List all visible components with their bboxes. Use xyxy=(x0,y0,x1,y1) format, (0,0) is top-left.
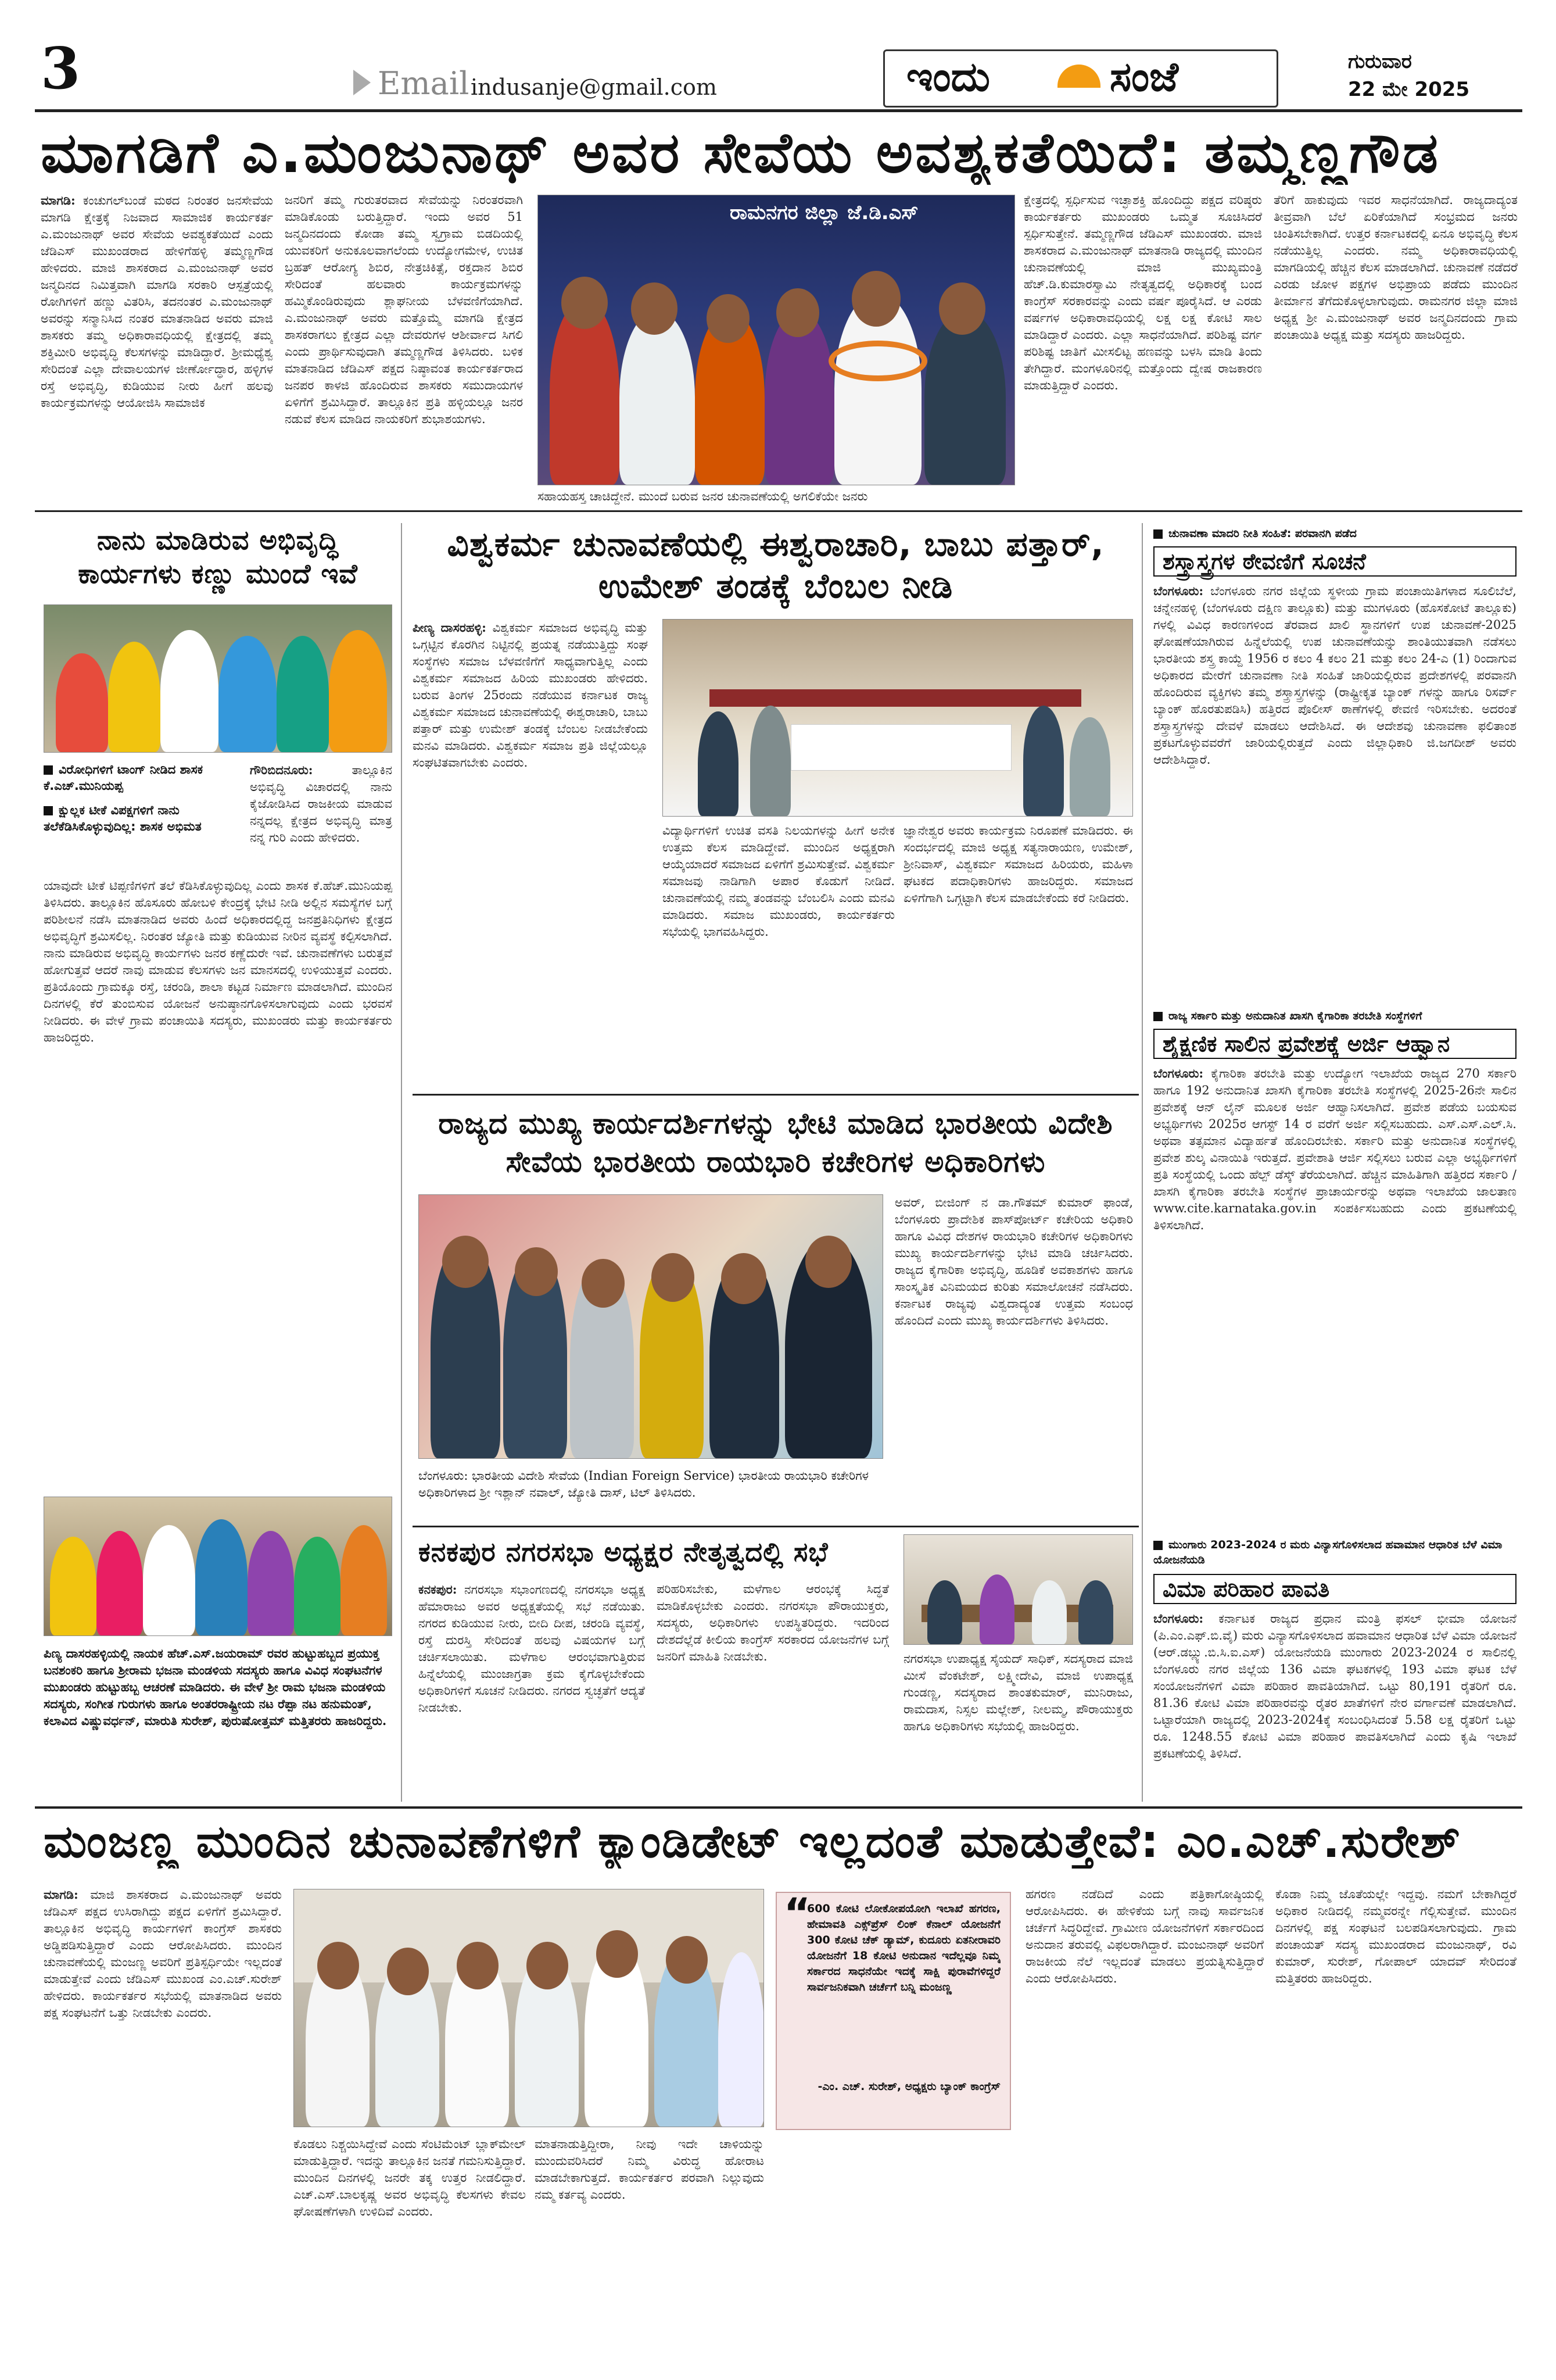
story9-col4: ಹಗರಣ ನಡೆದಿದೆ ಎಂದು ಪತ್ರಿಕಾಗೋಷ್ಠಿಯಲ್ಲಿ ಆರೋಪಿಸಿದರು. ಈ ಹೇಳಿಕೆಯ ಬಗ್ಗೆ ನಾವು ಸಾರ್ವಜನಿಕ ಚರ್ಚೆಗೆ ಸಿದ್ಧರಿದ್ದೇವೆ. ಗ್ರಾಮೀಣ ಯೋಜನೆಗಳಿಗೆ ಸರ್ಕಾರದಿಂದ ಅನುದಾನ ತರುವಲ್ಲಿ ವಿಫಲರಾಗಿದ್ದಾರೆ. ಮಂಜುನಾಥ್ ಅವರಿಗೆ ರಾಜಕೀಯ ನೆಲೆ ಇಲ್ಲದಂತೆ ಮಾಡಲು ಪ್ರಯತ್ನಿಸುತ್ತಿದ್ದಾರೆ ಎಂದು ಆರೋಪಿಸಿದರು. xyxy=(1026,1887,1264,1985)
story2-bullet-2: ಕ್ಷುಲ್ಲಕ ಟೀಕೆ ವಿಪಕ್ಷಗಳಿಗೆ ನಾನು ತಲೆಕೆಡಿಸಿಕೊಳ್ಳುವುದಿಲ್ಲ: ಶಾಸಕ ಅಭಿಮತ xyxy=(44,803,202,833)
story3-bottom-rule xyxy=(413,1094,1139,1096)
headline-story2: ನಾನು ಮಾಡಿರುವ ಅಭಿವೃದ್ಧಿ ಕಾರ್ಯಗಳು ಕಣ್ಣು ಮುಂದೆ ಇವೆ xyxy=(78,524,358,589)
story2-photo-top xyxy=(44,604,392,753)
story2-lead: ಗೌರಿಬಿದನೂರು: ತಾಲ್ಲೂಕಿನ ಅಭಿವೃದ್ಧಿ ವಿಚಾರದಲ್ಲಿ ನಾನು ಕೈಜೋಡಿಸಿದ ರಾಜಕೀಯ ಮಾಡುವ ನನ್ನದಲ್ಲ ಕ್ಷೇತ್ರದ ಅಭಿವೃದ್ಧಿ ಮಾತ್ರ ನನ್ನ ಗುರಿ ಎಂದು ಹೇಳಿದರು. xyxy=(250,763,392,844)
story2-photo-bottom xyxy=(44,1497,392,1636)
story6-body: ಬೆಂಗಳೂರು: ಬೆಂಗಳೂರು ನಗರ ಜಿಲ್ಲೆಯ ಸ್ಥಳೀಯ ಗ್ರಾಮ ಪಂಚಾಯಿತಿಗಳಾದ ಸೂಲಿಬೆಲೆ, ಚನ್ನೇನಹಳ್ಳಿ (ಬೆಂಗಳೂರು ದಕ್ಷಿಣ ತಾಲ್ಲೂಕು) ಮತ್ತು ಮುಗಳೂರು (ಹೊಸಕೋಟೆ ತಾಲ್ಲೂಕು) ಗಳಲ್ಲಿ ವಿವಿಧ ಕಾರಣಗಳಿಂದ ತೆರವಾದ ಖಾಲಿ ಸ್ಥಾನಗಳಿಗೆ ಉಪ ಚುನಾವಣೆ-2025 ಘೋಷಣೆಯಾಗಿರುವ ಹಿನ್ನೆಲೆಯಲ್ಲಿ ಉಪ ಚುನಾವಣೆಯನ್ನು ಶಾಂತಿಯುತವಾಗಿ ನಡೆಸಲು ಭಾರತೀಯ ಶಸ್ತ್ರ ಕಾಯ್ದೆ 1956 ರ ಕಲಂ 4 ಕಲಂ 21 ಮತ್ತು ಕಲಂ 24-ಎ (1) ರಿಂದಾಗುವ ಅಧಿಕಾರದ ಮೇರೆಗೆ ಚುನಾವಣಾ ನೀತಿ ಸಂಹಿತೆ ಜಾರಿಯಲ್ಲಿರುವ ಪ್ರದೇಶಗಳಲ್ಲಿ ಪರವಾನಗಿ ಹೊಂದಿರುವ ವ್ಯಕ್ತಿಗಳು ತಮ್ಮ ಶಸ್ತ್ರಾಸ್ತ್ರಗಳನ್ನು (ರಾಷ್ಟ್ರೀಕೃತ ಬ್ಯಾಂಕ್ ಗಳನ್ನು ಹಾಗೂ ರಿಸರ್ವ್ ಬ್ಯಾಂಕ್ ಹೊರತುಪಡಿಸಿ) ಹತ್ತಿರದ ಪೊಲೀಸ್ ಠಾಣೆಗಳಲ್ಲಿ ಠೇವಣಿ ಇರಿಸಬೇಕು. ಅದರಂತೆ ಶಸ್ತ್ರಾಸ್ತ್ರಗಳನ್ನು ದೇವಳೆ ಮಾಡಲು ಆದೇಶಿಸಿದೆ. ಈ ಆದೇಶವು ಚುನಾವಣಾ ಫಲಿತಾಂಶ ಪ್ರಕಟಗೊಳ್ಳುವವರೆಗೆ ಜಾರಿಯಲ್ಲಿರುತ್ತದೆ ಎಂದು ಜಿಲ್ಲಾಧಿಕಾರಿ ಜಿ.ಜಗದೀಶ್ ಅವರು ಆದೇಶಿಸಿದ್ದಾರೆ. xyxy=(1153,584,1516,767)
story8-section: ಮುಂಗಾರು 2023-2024 ರ ಮರು ವಿನ್ಯಾಸಗೊಳಿಸಲಾದ ಹವಾಮಾನ ಆಧಾರಿತ ಬೆಳೆ ವಿಮಾ ಯೋಜನೆಯಡಿ xyxy=(1153,1538,1503,1566)
story1-photo-strip: ಸಹಾಯಹಸ್ತ ಚಾಚಿದ್ದೇನೆ. ಮುಂದೆ ಬರುವ ಜನರ ಚುನಾವಣೆಯಲ್ಲಿ ಅಗಲಿಕೆಯೇ ಜನರು xyxy=(537,489,868,503)
story5-photo xyxy=(904,1534,1133,1645)
story3-col2: ವಿದ್ಯಾರ್ಥಿಗಳಿಗೆ ಉಚಿತ ವಸತಿ ನಿಲಯಗಳನ್ನು ಹೀಗೆ ಅನೇಕ ಉತ್ತಮ ಕೆಲಸ ಮಾಡಿದ್ದೇವೆ. ಮುಂದಿನ ಅಧ್ಯಕ್ಷರಾಗಿ ಆಯ್ಕೆಯಾದರೆ ಸಮಾಜದ ಏಳಿಗೆಗೆ ಶ್ರಮಿಸುತ್ತೇವೆ. ವಿಶ್ವಕರ್ಮ ಸಮಾಜವು ನಾಡಿಗಾಗಿ ಅಪಾರ ಕೊಡುಗೆ ನೀಡಿದೆ. ಚುನಾವಣೆಯಲ್ಲಿ ನಮ್ಮ ತಂಡವನ್ನು ಬೆಂಬಲಿಸಿ ಎಂದು ಮನವಿ ಮಾಡಿದರು. ಸಮಾಜ ಮುಖಂಡರು, ಕಾರ್ಯಕರ್ತರು ಸಭೆಯಲ್ಲಿ ಭಾಗವಹಿಸಿದ್ದರು. xyxy=(662,824,895,939)
bullet-icon xyxy=(1153,1012,1163,1021)
story7-section: ರಾಜ್ಯ ಸರ್ಕಾರಿ ಮತ್ತು ಅನುದಾನಿತ ಖಾಸಗಿ ಕೈಗಾರಿಕಾ ತರಬೇತಿ ಸಂಸ್ಥೆಗಳಿಗೆ xyxy=(1153,1008,1516,1023)
story4-bottom-rule xyxy=(413,1526,1139,1527)
headline-story3: ವಿಶ್ವಕರ್ಮ ಚುನಾವಣೆಯಲ್ಲಿ ಈಶ್ವರಾಚಾರಿ, ಬಾಬು ಪತ್ತಾರ್, ಉಮೇಶ್ ತಂಡಕ್ಕೆ ಬೆಂಬಲ ನೀಡಿ xyxy=(447,524,1105,606)
col-divider-right xyxy=(1142,523,1143,1802)
story5-col1: ಕನಕಪುರ: ನಗರಸಭಾ ಸಭಾಂಗಣದಲ್ಲಿ ನಗರಸಭಾ ಅಧ್ಯಕ್ಷ ಹೆಮಾರಾಜು ಅವರ ಅಧ್ಯಕ್ಷತೆಯಲ್ಲಿ ಸಭೆ ನಡೆಯಿತು. ನಗರದ ಕುಡಿಯುವ ನೀರು, ಬೀದಿ ದೀಪ, ಚರಂಡಿ ವ್ಯವಸ್ಥೆ, ರಸ್ತೆ ದುರಸ್ತಿ ಸೇರಿದಂತೆ ಹಲವು ವಿಷಯಗಳ ಬಗ್ಗೆ ಚರ್ಚಿಸಲಾಯಿತು. ಮಳೆಗಾಲ ಆರಂಭವಾಗುತ್ತಿರುವ ಹಿನ್ನೆಲೆಯಲ್ಲಿ ಮುಂಜಾಗ್ರತಾ ಕ್ರಮ ಕೈಗೊಳ್ಳಬೇಕೆಂದು ಅಧಿಕಾರಿಗಳಿಗೆ ಸೂಚನೆ ನೀಡಿದರು. ನಗರದ ಸ್ವಚ್ಛತೆಗೆ ಆದ್ಯತೆ ನೀಡಬೇಕು. xyxy=(418,1582,645,1715)
story9-col2: ಕೊಡಲು ನಿಶ್ಚಯಿಸಿದ್ದೇವೆ ಎಂದು ಸೆಂಟಿಮೆಂಟ್ ಬ್ಲಾಕ್‍ಮೇಲ್ ಮಾಡುತ್ತಿದ್ದಾರೆ. ಇದನ್ನು ತಾಲ್ಲೂಕಿನ ಜನತೆ ಗಮನಿಸುತ್ತಿದ್ದಾರೆ. ಮುಂದಿನ ದಿನಗಳಲ್ಲಿ ಜನರೇ ತಕ್ಕ ಉತ್ತರ ನೀಡಲಿದ್ದಾರೆ. ಎಚ್.ಎಸ್.ಬಾಲಕೃಷ್ಣ ಅವರ ಅಭಿವೃದ್ಧಿ ಕೆಲಸಗಳು ಕೇವಲ ಘೋಷಣೆಗಳಾಗಿ ಉಳಿದಿವೆ ಎಂದರು. xyxy=(293,2137,526,2218)
story1-dateline: ಮಾಗಡಿ: xyxy=(41,193,76,207)
masthead xyxy=(0,0,1556,105)
bullet-icon xyxy=(1153,1541,1163,1550)
story5-col3: ನಗರಸಭಾ ಉಪಾಧ್ಯಕ್ಷ ಸೈಯದ್ ಸಾಧಿಕ್, ಸದಸ್ಯರಾದ ಮಾಜಿ ಮೀಸೆ ವೆಂಕಟೇಶ್, ಲಕ್ಷ್ಮೀದೇವಿ, ಮಾಜಿ ಉಪಾಧ್ಯಕ್ಷ ಗುಂಡಣ್ಣ, ಸದಸ್ಯರಾದ ಶಾಂತಕುಮಾರ್, ಮುನಿರಾಜು, ರಾಮದಾಸ, ನಿಸ್ಸಲ ಮಲ್ಲೇಶ್, ನೀಲಮ್ಮ, ಪೌರಾಯುಕ್ತರು ಹಾಗೂ ಅಧಿಕಾರಿಗಳು ಸಭೆಯಲ್ಲಿ ಹಾಜರಿದ್ದರು. xyxy=(904,1652,1133,1733)
bullet-icon xyxy=(1153,529,1163,539)
logo-text-left: ಇಂದು xyxy=(906,53,990,101)
story1-col1: ಮಾಗಡಿ: ಕಂಚುಗಲ್‍ಬಂಡೆ ಮಠದ ನಿರಂತರ ಜನಸೇವೆಯ ಮಾಗಡಿ ಕ್ಷೇತ್ರಕ್ಕೆ ನಿಜವಾದ ಸಾಮಾಜಿಕ ಕಾರ್ಯಕರ್ತ ಎ.ಮಂಜುನಾಥ್ ಅವರ ಸೇವೆಯ ಅವಶ್ಯಕತೆಯಿದೆ ಎಂದು ಜೆಡಿಎಸ್ ಮುಖಂಡರಾದ ಹೇಳಿಗೆಹಳ್ಳಿ ತಮ್ಮಣ್ಣಗೌಡ ಹೇಳಿದರು. ಮಾಜಿ ಶಾಸಕರಾದ ಎ.ಮಂಜುನಾಥ್ ಅವರ ಜನ್ಮದಿನದ ನಿಮಿತ್ತವಾಗಿ ಮಾಗಡಿ ಸರಕಾರಿ ಆಸ್ಪತ್ರೆಯಲ್ಲಿ ರೋಗಿಗಳಿಗೆ ಹಣ್ಣು ವಿತರಿಸಿ, ತದನಂತರ ಎ.ಮಂಜುನಾಥ್ ಅವರನ್ನು ಸನ್ಮಾನಿಸಿದ ನಂತರ ಮಾತನಾಡಿದ ಅವರು ಮಾಜಿ ಶಾಸಕರು ತಮ್ಮ ಅಧಿಕಾರಾವಧಿಯಲ್ಲಿ ಕ್ಷೇತ್ರದಲ್ಲಿ ತಮ್ಮ ಶಕ್ತಿಮೀರಿ ಅಭಿವೃದ್ಧಿ ಕೆಲಸಗಳನ್ನು ಮಾಡಿದ್ದಾರೆ. ಶ್ರೀಮಧ್ಯೆಶ್ವ ಸೇರಿದಂತೆ ಎಲ್ಲಾ ದೇವಾಲಯಗಳ ಜೀರ್ಣೋದ್ಧಾರ, ಹಳ್ಳಿಗಳ ರಸ್ತೆ ಅಭಿವೃದ್ಧಿ, ಕುಡಿಯುವ ನೀರು ಹೀಗೆ ಹಲವು ಕಾರ್ಯಕ್ರಮಗಳನ್ನು ಆಯೋಜಿಸಿ ಸಾಮಾಜಿಕ xyxy=(41,193,273,410)
story9-quote: 600 ಕೋಟಿ ಲೋಕೋಪಯೋಗಿ ಇಲಾಖೆ ಹಗರಣ, ಹೇಮಾವತಿ ಎಕ್ಸ್‌ಪ್ರೆಸ್ ಲಿಂಕ್ ಕೆನಾಲ್ ಯೋಜನೆಗೆ 300 ಕೋಟಿ ಚೆಕ್ ಡ್ಯಾಮ್, ಕುದೂರು ಏತನೀರಾವರಿ ಯೋಜನೆಗೆ 18 ಕೋಟಿ ಅನುದಾನ ಇದೆಲ್ಲವೂ ನಿಮ್ಮ ಸರ್ಕಾರದ ಸಾಧನೆಯೇ ಇದಕ್ಕೆ ಸಾಕ್ಷಿ ಪುರಾವೆಗಳಿದ್ದರೆ ಸಾರ್ವಜನಿಕವಾಗಿ ಚರ್ಚೆಗೆ ಬನ್ನಿ ಮಂಜಣ್ಣ xyxy=(807,1902,1001,1994)
story9-quote-by: -ಎಂ. ಎಚ್. ಸುರೇಶ್, ಅಧ್ಯಕ್ಷರು ಬ್ಯಾಂಕ್ ಕಾಂಗ್ರೆಸ್ xyxy=(818,2080,1001,2093)
headline-story1: ಮಾಗಡಿಗೆ ಎ.ಮಂಜುನಾಥ್ ಅವರ ಸೇವೆಯ ಅವಶ್ಯಕತೆಯಿದೆ: ತಮ್ಮಣ್ಣಗೌಡ xyxy=(41,121,1440,185)
story9-col3: ಮಾತನಾಡುತ್ತಿದ್ದೀರಾ, ನೀವು ಇದೇ ಚಾಳಿಯನ್ನು ಮುಂದುವರಿಸಿದರೆ ನಿಮ್ಮ ವಿರುದ್ಧ ಹೋರಾಟ ಮಾಡಬೇಕಾಗುತ್ತದೆ. ಕಾರ್ಯಕರ್ತರ ಪರವಾಗಿ ನಿಲ್ಲುವುದು ನಮ್ಮ ಕರ್ತವ್ಯ ಎಂದರು. xyxy=(535,2137,764,2202)
headline-story5: ಕನಕಪುರ ನಗರಸಭಾ ಅಧ್ಯಕ್ಷರ ನೇತೃತ್ವದಲ್ಲಿ ಸಭೆ xyxy=(418,1536,829,1567)
headline-story9: ಮಂಜಣ್ಣ ಮುಂದಿನ ಚುನಾವಣೆಗಳಿಗೆ ಕ್ಯಾಂಡಿಡೇಟ್ ಇಲ್ಲದಂತೆ ಮಾಡುತ್ತೇವೆ: ಎಂ.ಎಚ್.ಸುರೇಶ್ xyxy=(44,1816,1461,1868)
bullet-icon xyxy=(44,765,53,775)
story3-col1: ಪೀಣ್ಯ ದಾಸರಹಳ್ಳಿ: ವಿಶ್ವಕರ್ಮ ಸಮಾಜದ ಅಭಿವೃದ್ಧಿ ಮತ್ತು ಒಗ್ಗಟ್ಟಿನ ಕೊರಗಿನ ನಿಟ್ಟಿನಲ್ಲಿ ಪ್ರಯತ್ನ ನಡೆಯುತ್ತಿದ್ದು ಸಂಘ ಸಂಸ್ಥೆಗಳು ಸಮಾಜ ಬೆಳವಣಿಗೆಗೆ ಸಾಧ್ಯವಾಗುತ್ತಿಲ್ಲ ಎಂದು ವಿಶ್ವಕರ್ಮ ಸಮಾಜದ ಹಿರಿಯ ಮುಖಂಡರು ಹೇಳಿದರು. ಬರುವ ತಿಂಗಳ 25ರಂದು ನಡೆಯುವ ಕರ್ನಾಟಕ ರಾಜ್ಯ ವಿಶ್ವಕರ್ಮ ಸಮಾಜದ ಚುನಾವಣೆಯಲ್ಲಿ ಈಶ್ವರಾಚಾರಿ, ಬಾಬು ಪತ್ತಾರ್ ಮತ್ತು ಉಮೇಶ್ ತಂಡಕ್ಕೆ ಬೆಂಬಲ ನೀಡಬೇಕೆಂದು ಮನವಿ ಮಾಡಿದರು. ವಿಶ್ವಕರ್ಮ ಸಮಾಜ ಪ್ರತಿ ಜಿಲ್ಲೆಯಲ್ಲೂ ಸಂಘಟಿತವಾಗಬೇಕು ಎಂದರು. xyxy=(413,620,648,770)
story2-body: ಯಾವುದೇ ಟೀಕೆ ಟಿಪ್ಪಣಿಗಳಿಗೆ ತಲೆ ಕೆಡಿಸಿಕೊಳ್ಳುವುದಿಲ್ಲ ಎಂದು ಶಾಸಕ ಕೆ.ಹೆಚ್.ಮುನಿಯಪ್ಪ ತಿಳಿಸಿದರು. ತಾಲ್ಲೂಕಿನ ಹೊಸೂರು ಹೋಬಳಿ ಕೇಂದ್ರಕ್ಕೆ ಭೇಟಿ ನೀಡಿ ಅಲ್ಲಿನ ಸಮಸ್ಯೆಗಳ ಬಗ್ಗೆ ಪರಿಶೀಲನೆ ನಡೆಸಿ ಮಾತನಾಡಿದ ಅವರು ಹಿಂದೆ ಅಧಿಕಾರದಲ್ಲಿದ್ದ ಜನಪ್ರತಿನಿಧಿಗಳು ಕ್ಷೇತ್ರದ ಅಭಿವೃದ್ಧಿಗೆ ಶ್ರಮಿಸಲಿಲ್ಲ. ನಿರಂತರ ಜ್ಯೋತಿ ಮತ್ತು ಕುಡಿಯುವ ನೀರಿನ ವ್ಯವಸ್ಥೆ ಕಲ್ಪಿಸಲಾಗಿದೆ. ನಾನು ಮಾಡಿರುವ ಅಭಿವೃದ್ಧಿ ಕಾರ್ಯಗಳು ಜನರ ಕಣ್ಣೆದುರೇ ಇವೆ. ಚುನಾವಣೆಗಳು ಬರುತ್ತವೆ ಹೋಗುತ್ತವೆ ಆದರೆ ನಾವು ಮಾಡುವ ಕೆಲಸಗಳು ಜನ ಮಾನಸದಲ್ಲಿ ಉಳಿಯುತ್ತವೆ ಎಂದರು. ಪ್ರತಿಯೊಂದು ಗ್ರಾಮಕ್ಕೂ ರಸ್ತೆ, ಚರಂಡಿ, ಶಾಲಾ ಕಟ್ಟಡ ನಿರ್ಮಾಣ ಮಾಡಲಾಗಿದೆ. ಮುಂದಿನ ದಿನಗಳಲ್ಲಿ ಕೆರೆ ತುಂಬಿಸುವ ಯೋಜನೆ ಅನುಷ್ಠಾನಗೊಳಿಸಲಾಗುವುದು ಎಂದು ಭರವಸೆ ನೀಡಿದರು. ಈ ವೇಳೆ ಗ್ರಾಮ ಪಂಚಾಯಿತಿ ಸದಸ್ಯರು, ಮುಖಂಡರು ಮತ್ತು ಕಾರ್ಯಕರ್ತರು ಹಾಜರಿದ್ದರು. xyxy=(44,879,392,1044)
story1-bottom-rule xyxy=(35,510,1522,512)
story4-photo xyxy=(418,1194,883,1459)
story5-col2: ಪರಿಹರಿಸಬೇಕು, ಮಳೆಗಾಲ ಆರಂಭಕ್ಕೆ ಸಿದ್ಧತೆ ಮಾಡಿಕೊಳ್ಳಬೇಕು ಎಂದರು. ನಗರಸಭಾ ಪೌರಾಯುಕ್ತರು, ಸದಸ್ಯರು, ಅಧಿಕಾರಿಗಳು ಉಪಸ್ಥಿತರಿದ್ದರು. ಇದರಿಂದ ದೇಶದೆಲ್ಲೆಡೆ ಕೀಲಿಯ ಕಾಂಗ್ರೆಸ್ ಸರಕಾರದ ಯೋಜನೆಗಳ ಬಗ್ಗೆ ಜನರಿಗೆ ಮಾಹಿತಿ ನೀಡಬೇಕು. xyxy=(657,1582,889,1663)
story1-col2: ಜನರಿಗೆ ತಮ್ಮ ಗುರುತರವಾದ ಸೇವೆಯನ್ನು ನಿರಂತರವಾಗಿ ಮಾಡಿಕೊಂಡು ಬರುತ್ತಿದ್ದಾರೆ. ಇಂದು ಅವರ 51 ಜನ್ಮದಿನದಂದು ಕೋಡಾ ತಮ್ಮ ಸ್ವಗ್ರಾಮ ಬಿಡದಿಯಲ್ಲಿ ಯುವಕರಿಗೆ ಅನುಕೂಲವಾಗಲೆಂದು ಉದ್ಯೋಗಮೇಳ, ಉಚಿತ ಬ್ರಹತ್ ಆರೋಗ್ಯ ಶಿಬಿರ, ನೇತ್ರಚಿಕಿತ್ಸೆ, ರಕ್ತದಾನ ಶಿಬಿರ ಸೇರಿದಂತೆ ಹಲವಾರು ಕಾರ್ಯಕ್ರಮಗಳನ್ನು ಹಮ್ಮಿಕೊಂಡಿರುವುದು ಶ್ಲಾಘನೀಯ ಬೆಳವಣಿಗೆಯಾಗಿದೆ. ಎ.ಮಂಜುನಾಥ್ ಅವರು ಮತ್ತೊಮ್ಮೆ ಮಾಗಡಿ ಕ್ಷೇತ್ರದ ಶಾಸಕರಾಗಲು ಕ್ಷೇತ್ರದ ಎಲ್ಲಾ ದೇವರುಗಳ ಆಶೀರ್ವಾದ ಸಿಗಲಿ ಎಂದು ಪ್ರಾರ್ಥಿಸುವುದಾಗಿ ತಮ್ಮಣ್ಣಗೌಡ ತಿಳಿಸಿದರು. ಬಳಿಕ ಮಾತನಾಡಿದ ಜೆಡಿಎಸ್ ಪಕ್ಷದ ನಿಷ್ಠಾವಂತ ಕಾರ್ಯಕರ್ತರಾದ ಜನಪರ ಕಾಳಜಿ ಹೊಂದಿರುವ ಶಾಸಕರು ಸಮುದಾಯಗಳ ಏಳಿಗೆಗೆ ಶ್ರಮಿಸಿದ್ದಾರೆ. ತಾಲ್ಲೂಕಿನ ಪ್ರತಿ ಹಳ್ಳಿಯಲ್ಲೂ ಜನರ ನಡುವೆ ಕೆಲಸ ಮಾಡಿದ ನಾಯಕರಿಗೆ ಶುಭಾಶಯಗಳು. xyxy=(285,193,523,426)
story8-headline-box xyxy=(1153,1574,1516,1604)
story3-col3: ಜ್ಞಾನೇಶ್ವರ ಅವರು ಕಾರ್ಯಕ್ರಮ ನಿರೂಪಣೆ ಮಾಡಿದರು. ಈ ಸಂದರ್ಭದಲ್ಲಿ ಮಾಜಿ ಅಧ್ಯಕ್ಷ ಸತ್ಯನಾರಾಯಣ, ಉಮೇಶ್, ಶ್ರೀನಿವಾಸ್, ವಿಶ್ವಕರ್ಮ ಸಮಾಜದ ಹಿರಿಯರು, ಮಹಿಳಾ ಘಟಕದ ಪದಾಧಿಕಾರಿಗಳು ಹಾಜರಿದ್ದರು. ಸಮಾಜದ ಏಳಿಗೆಗಾಗಿ ಒಗ್ಗಟ್ಟಾಗಿ ಕೆಲಸ ಮಾಡಬೇಕೆಂದು ಕರೆ ನೀಡಿದರು. xyxy=(904,824,1133,905)
story4-caption: ಬೆಂಗಳೂರು: ಭಾರತೀಯ ವಿದೇಶಿ ಸೇವೆಯ (Indian Foreign Service) ಭಾರತೀಯ ರಾಯಭಾರಿ ಕಚೇರಿಗಳ ಅಧಿಕಾರಿಗಳಾದ ಶ್ರೀ ಇಶ್ಲಾನ್ ನವಾಲ್, ಜ್ಯೋತಿ ದಾಸ್, ಟಿಲ್ ತಿಳಿಸಿದರು. xyxy=(418,1469,869,1499)
story4-body: ಅವರ್, ಬೀಜಿಂಗ್ ನ ಡಾ.ಗೌತಮ್ ಕುಮಾರ್ ಫಾಂಡೆ, ಬೆಂಗಳೂರು ಪ್ರಾದೇಶಿಕ ಪಾಸ್‍ಪೋರ್ಟ್ ಕಚೇರಿಯ ಅಧಿಕಾರಿ ಹಾಗೂ ವಿವಿಧ ದೇಶಗಳ ರಾಯಭಾರಿ ಕಚೇರಿಗಳ ಅಧಿಕಾರಿಗಳು ಮುಖ್ಯ ಕಾರ್ಯದರ್ಶಿಗಳನ್ನು ಭೇಟಿ ಮಾಡಿ ಚರ್ಚಿಸಿದರು. ರಾಜ್ಯದ ಕೈಗಾರಿಕಾ ಅಭಿವೃದ್ಧಿ, ಹೂಡಿಕೆ ಅವಕಾಶಗಳು ಹಾಗೂ ಸಾಂಸ್ಕೃತಿಕ ವಿನಿಮಯದ ಕುರಿತು ಸಮಾಲೋಚನೆ ನಡೆಸಿದರು. ಕರ್ನಾಟಕ ರಾಜ್ಯವು ವಿಶ್ವದಾದ್ಯಂತ ಉತ್ತಮ ಸಂಬಂಧ ಹೊಂದಿದೆ ಎಂದು ಮುಖ್ಯ ಕಾರ್ಯದರ್ಶಿಗಳು ತಿಳಿಸಿದರು. xyxy=(895,1196,1133,1327)
story9-quote-box xyxy=(776,1889,1011,2130)
col-divider-left xyxy=(401,523,402,1802)
logo-banner xyxy=(883,49,1278,108)
email-label: Email xyxy=(378,65,469,102)
story7-body: ಬೆಂಗಳೂರು: ಕೈಗಾರಿಕಾ ತರಬೇತಿ ಮತ್ತು ಉದ್ಯೋಗ ಇಲಾಖೆಯ ರಾಜ್ಯದ 270 ಸರ್ಕಾರಿ ಹಾಗೂ 192 ಅನುದಾನಿತ ಖಾಸಗಿ ಕೈಗಾರಿಕಾ ತರಬೇತಿ ಸಂಸ್ಥೆಗಳಲ್ಲಿ 2025-26ನೇ ಸಾಲಿನ ಪ್ರವೇಶಕ್ಕೆ ಆನ್ ಲೈನ್ ಮೂಲಕ ಅರ್ಜಿ ಆಹ್ವಾನಿಸಲಾಗಿದೆ. ಪ್ರವೇಶ ಪಡೆಯ ಬಯಸುವ ಅಭ್ಯರ್ಥಿಗಳು 2025ರ ಆಗಸ್ಟ್ 14 ರ ವರೆಗೆ ಅರ್ಜಿ ಸಲ್ಲಿಸಬಹುದು. ಎಸ್.ಎಸ್.ಎಲ್.ಸಿ. ಅಥವಾ ತತ್ಸಮಾನ ವಿದ್ಯಾರ್ಹತೆ ಹೊಂದಿರಬೇಕು. ಸರ್ಕಾರಿ ಮತ್ತು ಅನುದಾನಿತ ಸಂಸ್ಥೆಗಳಲ್ಲಿ ಪ್ರವೇಶ ಶುಲ್ಕ ವಿನಾಯಿತಿ ಇರುತ್ತದೆ. ಪ್ರವೇಶಾತಿ ಆರ್ಜಿ ಸಲ್ಲಿಸಲು ಬರುವ ಎಲ್ಲಾ ಅಭ್ಯರ್ಥಿಗಳಿಗೆ ಪ್ರತಿ ಸಂಸ್ಥೆಯಲ್ಲಿ ಒಂದು ಹೆಲ್ಪ್ ಡೆಸ್ಕ್ ತೆರೆಯಲಾಗಿದೆ. ಹೆಚ್ಚಿನ ಮಾಹಿತಿಗಾಗಿ ಹತ್ತಿರದ ಸರ್ಕಾರಿ / ಖಾಸಗಿ ಕೈಗಾರಿಕಾ ತರಬೇತಿ ಸಂಸ್ಥೆಗಳ ಪ್ರಾಚಾರ್ಯರನ್ನು ಅಥವಾ ಇಲಾಖೆಯ ಜಾಲತಾಣ www.cite.karnataka.gov.in ಸಂಪರ್ಕಿಸಬಹುದು ಎಂದು ಪ್ರಕಟಣೆಯಲ್ಲಿ ತಿಳಿಸಲಾಗಿದೆ. xyxy=(1153,1066,1516,1232)
photo-banner-text: ರಾಮನಗರ ಜಿಲ್ಲಾ ಜೆ.ಡಿ.ಎಸ್ xyxy=(730,201,919,224)
story1-photo xyxy=(537,195,1015,485)
story8-body: ಬೆಂಗಳೂರು: ಕರ್ನಾಟಕ ರಾಜ್ಯದ ಪ್ರಧಾನ ಮಂತ್ರಿ ಫಸಲ್ ಭೀಮಾ ಯೋಜನೆ (ಪಿ.ಎಂ.ಎಫ್.ಬಿ.ವೈ) ಮರು ವಿನ್ಯಾಸಗೊಳಿಸಲಾದ ಹವಾಮಾನ ಆಧಾರಿತ ಬೆಳೆ ವಿಮಾ ಯೋಜನೆ (ಆರ್.ಡಬ್ಲ್ಯು.ಬಿ.ಸಿ.ಐ.ಎಸ್) ಯೋಜನೆಯಡಿ ಮುಂಗಾರು 2023-2024 ರ ಸಾಲಿನಲ್ಲಿ ಬೆಂಗಳೂರು ನಗರ ಜಿಲ್ಲೆಯ 136 ವಿಮಾ ಘಟಕಗಳಲ್ಲಿ 193 ವಿಮಾ ಘಟಕ ಬೆಳೆ ಸಂಯೋಜನೆಗಳಿಗೆ ವಿಮಾ ಪರಿಹಾರ ಪಾವತಿಯಾಗಿದೆ. ಒಟ್ಟು 80,191 ರೈತರಿಗೆ ರೂ. 81.36 ಕೋಟಿ ವಿಮಾ ಪರಿಹಾರವನ್ನು ರೈತರ ಖಾತೆಗಳಿಗೆ ನೇರ ವರ್ಗಾವಣೆ ಮಾಡಲಾಗಿದೆ. ಒಟ್ಟಾರೆಯಾಗಿ ರಾಜ್ಯದಲ್ಲಿ 2023-2024ಕ್ಕೆ ಸಂಬಂಧಿಸಿದಂತೆ 5.58 ಲಕ್ಷ ರೈತರಿಗೆ ಒಟ್ಟು ರೂ. 1248.55 ಕೋಟಿ ವಿಮಾ ಪರಿಹಾರ ಪಾವತಿಸಲಾಗಿದೆ ಎಂದು ಕೃಷಿ ಇಲಾಖೆ ಪ್ರಕಟಣೆಯಲ್ಲಿ ತಿಳಿಸಿದೆ. xyxy=(1153,1611,1516,1760)
masthead-day: ಗುರುವಾರ xyxy=(1348,50,1412,73)
story1-col3: ಕ್ಷೇತ್ರದಲ್ಲಿ ಸ್ಪರ್ಧಿಸುವ ಇಚ್ಛಾಶಕ್ತಿ ಹೊಂದಿದ್ದು ಪಕ್ಷದ ವರಿಷ್ಠರು ಕಾರ್ಯಕರ್ತರು ಮುಖಂಡರು ಒಮ್ಮತ ಸೂಚಿಸಿದರೆ ಸ್ಪರ್ಧಿಸುತ್ತೇನೆ. ತಮ್ಮಣ್ಣಗೌಡ ಜೆಡಿಎಸ್ ಮುಖಂಡರು. ಮಾಜಿ ಶಾಸಕರಾದ ಎ.ಮಂಜುನಾಥ್ ಮಾತನಾಡಿ ರಾಜ್ಯದಲ್ಲಿ ಮುಂದಿನ ಚುನಾವಣೆಯಲ್ಲಿ ಮಾಜಿ ಮುಖ್ಯಮಂತ್ರಿ ಹೆಚ್.ಡಿ.ಕುಮಾರಸ್ವಾಮಿ ನೇತೃತ್ವದಲ್ಲಿ ಅಧಿಕಾರಕ್ಕೆ ಬಂದ ಕಾಂಗ್ರೆಸ್ ಸರಕಾರವನ್ನು ಎಂದು ವರ್ಷ ಪೂರೈಸಿದೆ. ಆ ಎರಡು ವರ್ಷಗಳ ಅಧಿಕಾರಾವಧಿಯಲ್ಲಿ ಲಕ್ಷ ಲಕ್ಷ ಕೋಟಿ ಸಾಲ ಮಾಡಿದ್ದಾರೆ ಎಂದರು. ಎಲ್ಲಾ ಸಾಧನೆಯಾಗಿದೆ. ಪರಿಶಿಷ್ಟ ವರ್ಗ ಪರಿಶಿಷ್ಟ ಜಾತಿಗೆ ಮೀಸಲಿಟ್ಟ ಹಣವನ್ನು ಬಳಸಿ ಮಾಡಿ ತಿಂದು ತೇಗಿದ್ದಾರೆ. ಮಂಗಳೂರಿನಲ್ಲಿ ಮತ್ತೊಂದು ದ್ವೇಷ ರಾಜಕಾರಣ ಮಾಡುತ್ತಿದ್ದಾರೆ ಎಂದರು. xyxy=(1024,193,1262,392)
story2-bullet-1: ವಿರೋಧಿಗಳಿಗೆ ಟಾಂಗ್ ನೀಡಿದ ಶಾಸಕ ಕೆ.ಎಚ್.ಮುನಿಯಪ್ಪ xyxy=(44,763,203,793)
headline-story4: ರಾಜ್ಯದ ಮುಖ್ಯ ಕಾರ್ಯದರ್ಶಿಗಳನ್ನು ಭೇಟಿ ಮಾಡಿದ ಭಾರತೀಯ ವಿದೇಶಿ ಸೇವೆಯ ಭಾರತೀಯ ರಾಯಭಾರಿ ಕಚೇರಿಗಳ ಅಧಿಕಾರಿಗಳು xyxy=(438,1107,1113,1179)
page-number: 3 xyxy=(41,35,81,102)
headline-story6: ಶಸ್ತ್ರಾಸ್ತ್ರಗಳ ಠೇವಣಿಗೆ ಸೂಚನೆ xyxy=(1163,549,1366,574)
story2-photo-caption: ಪಿಣ್ಯ ದಾಸರಹಳ್ಳಿಯಲ್ಲಿ ನಾಯಕ ಹೆಚ್.ಎಸ್.ಜಯರಾಮ್ ರವರ ಹುಟ್ಟುಹಬ್ಬದ ಪ್ರಯುಕ್ತ ಬನಶಂಕರಿ ಹಾಗೂ ಶ್ರೀರಾಮ ಭಜನಾ ಮಂಡಳಿಯ ಸದಸ್ಯರು ಹಾಗೂ ವಿವಿಧ ಸಂಘಟನೆಗಳ ಮುಖಂಡರು ಹುಟ್ಟುಹಬ್ಬ ಆಚರಣೆ ಮಾಡಿದರು. ಈ ವೇಳೆ ಶ್ರೀ ರಾಮ ಭಜನಾ ಮಂಡಳಿಯ ಸದಸ್ಯರು, ಸಂಗೀತ ಗುರುಗಳು ಹಾಗೂ ಅಂತರರಾಷ್ಟ್ರೀಯ ನಟ ರೆಪ್ಪಾ ನಟ ಹನುಮಂತ್, ಕಲಾವಿದ ವಿಷ್ಣುವರ್ಧನ್, ಮಾರುತಿ ಸುರೇಶ್, ಪುರುಷೋತ್ತಮ್ ಮತ್ತಿತರರು ಹಾಜರಿದ್ದರು. xyxy=(44,1646,387,1728)
story9-top-rule xyxy=(35,1806,1522,1809)
story9-col5: ಕೊಡಾ ನಿಮ್ಮ ಜೊತೆಯಲ್ಲೇ ಇದ್ದವು. ನಮಗೆ ಬೇಕಾಗಿದ್ದರೆ ಅಧಿಕಾರ ನೀಡಿದಲ್ಲಿ ನಮ್ಮವರನ್ನೇ ಗೆಲ್ಲಿಸುತ್ತೇವೆ. ಮುಂದಿನ ದಿನಗಳಲ್ಲಿ ಪಕ್ಷ ಸಂಘಟನೆ ಬಲಪಡಿಸಲಾಗುವುದು. ಗ್ರಾಮ ಪಂಚಾಯತ್ ಸದಸ್ಯ ಮುಖಂಡರಾದ ಮಂಜುನಾಥ್, ರವಿ ಕುಮಾರ್, ಸುರೇಶ್, ಗೋಪಾಲ್ ಯಾದವ್ ಸೇರಿದಂತೆ ಮತ್ತಿತರರು ಹಾಜರಿದ್ದರು. xyxy=(1275,1887,1516,1985)
headline-story8: ವಿಮಾ ಪರಿಹಾರ ಪಾವತಿ xyxy=(1163,1576,1330,1602)
masthead-rule xyxy=(35,109,1522,112)
story1-col4: ತೆರಿಗೆ ಹಾಕುವುದು ಇವರ ಸಾಧನೆಯಾಗಿದೆ. ರಾಜ್ಯದಾದ್ಯಂತ ತೀವ್ರವಾಗಿ ಬೆಲೆ ಏರಿಕೆಯಾಗಿದೆ ಸಂಭ್ರಮದ ಜನರು ಚಿಂತಿಸಬೇಕಾಗಿದೆ. ಉತ್ತರ ಕರ್ನಾಟಕದಲ್ಲಿ ಏನೂ ಅಭಿವೃದ್ಧಿ ಕೆಲಸ ನಡೆಯುತ್ತಿಲ್ಲ ಎಂದರು. ನಮ್ಮ ಅಧಿಕಾರಾವಧಿಯಲ್ಲಿ ಮಾಗಡಿಯಲ್ಲಿ ಹೆಚ್ಚಿನ ಕೆಲಸ ಮಾಡಲಾಗಿದೆ. ಚುನಾವಣೆ ನಡೆದರೆ ಎರಡು ಜೋಳ ಪಕ್ಷಗಳ ಅಭಿಪ್ರಾಯ ಪಡೆದು ಮುಂದಿನ ತೀರ್ಮಾನ ತೆಗೆದುಕೊಳ್ಳಲಾಗುವುದು. ರಾಮನಗರ ಜಿಲ್ಲಾ ಮಾಜಿ ಅಧ್ಯಕ್ಷ ಶ್ರೀ ಎ.ಮಂಜುನಾಥ್ ಅವರ ಜನ್ಮದಿನದಂದು ಗ್ರಾಮ ಪಂಚಾಯಿತಿ ಅಧ್ಯಕ್ಷ ಮತ್ತು ಸದಸ್ಯರು ಹಾಜರಿದ್ದರು. xyxy=(1274,193,1518,342)
story6-section: ಚುನಾವಣಾ ಮಾದರಿ ನೀತಿ ಸಂಹಿತೆ: ಪರವಾನಗಿ ಪಡೆದ xyxy=(1153,526,1516,541)
headline-story7: ಶೈಕ್ಷಣಿಕ ಸಾಲಿನ ಪ್ರವೇಶಕ್ಕೆ ಅರ್ಜಿ ಆಹ್ವಾನ xyxy=(1163,1031,1450,1057)
story3-photo xyxy=(662,619,1133,817)
story9-col1: ಮಾಗಡಿ: ಮಾಜಿ ಶಾಸಕರಾದ ಎ.ಮಂಜುನಾಥ್ ಅವರು ಜೆಡಿಎಸ್ ಪಕ್ಷದ ಉಸಿರಾಗಿದ್ದು ಪಕ್ಷದ ಏಳಿಗೆಗೆ ಶ್ರಮಿಸಿದ್ದಾರೆ. ತಾಲ್ಲೂಕಿನ ಅಭಿವೃದ್ಧಿ ಕಾರ್ಯಗಳಿಗೆ ಕಾಂಗ್ರೆಸ್ ಶಾಸಕರು ಅಡ್ಡಿಪಡಿಸುತ್ತಿದ್ದಾರೆ ಎಂದು ಆರೋಪಿಸಿದರು. ಮುಂದಿನ ಚುನಾವಣೆಯಲ್ಲಿ ಮಂಜಣ್ಣ ಅವರಿಗೆ ಪ್ರತಿಸ್ಪರ್ಧಿಯೇ ಇಲ್ಲದಂತೆ ಮಾಡುತ್ತೇವೆ ಎಂದು ಜೆಡಿಎಸ್ ಮುಖಂಡ ಎಂ.ಎಚ್.ಸುರೇಶ್ ಹೇಳಿದರು. ಕಾರ್ಯಕರ್ತರ ಸಭೆಯಲ್ಲಿ ಮಾತನಾಡಿದ ಅವರು ಪಕ್ಷ ಸಂಘಟನೆಗೆ ಒತ್ತು ನೀಡಬೇಕು ಎಂದರು. xyxy=(44,1887,282,2020)
masthead-date: 22 ಮೇ 2025 xyxy=(1348,78,1470,101)
email-address[interactable]: indusanje@gmail.com xyxy=(471,74,717,100)
email-arrow-icon xyxy=(353,70,371,95)
story9-photo xyxy=(293,1889,764,2127)
story6-headline-box xyxy=(1153,546,1516,577)
logo-text-right: ಸಂಜೆ xyxy=(1110,53,1179,101)
bullet-icon xyxy=(44,806,53,815)
quote-mark-icon: “ xyxy=(784,1889,811,1937)
story7-headline-box xyxy=(1153,1029,1516,1059)
